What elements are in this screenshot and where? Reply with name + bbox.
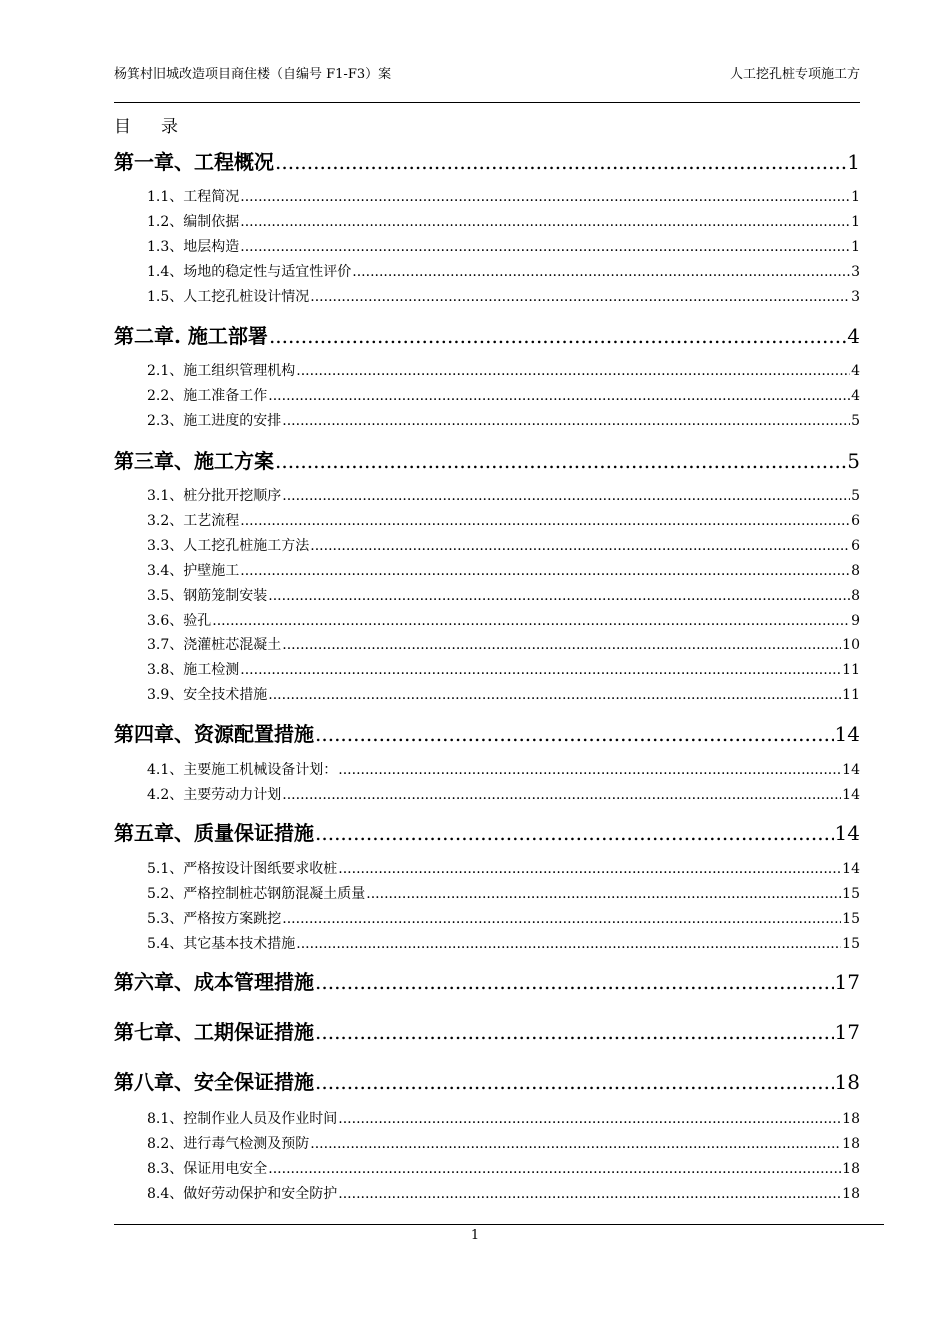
toc-section-label: 1.2、编制依据 <box>147 213 240 230</box>
toc-section-page: 1 <box>851 238 860 255</box>
toc-section-label: 8.4、做好劳动保护和安全防护 <box>147 1185 338 1202</box>
toc-chapter-page: 17 <box>834 1020 860 1044</box>
toc-leader-dots <box>352 264 850 280</box>
toc-section-label: 8.2、进行毒气检测及预防 <box>147 1135 310 1152</box>
toc-section-page: 15 <box>842 885 860 902</box>
toc-leader-dots <box>338 1186 841 1202</box>
toc-section-page: 11 <box>842 662 860 679</box>
toc-section-entry[interactable] <box>147 858 860 878</box>
toc-section-label: 5.2、严格控制桩芯钢筋混凝土质量 <box>147 885 366 902</box>
toc-leader-dots <box>315 970 834 994</box>
toc-chapter-entry[interactable] <box>114 1016 860 1044</box>
toc-leader-dots <box>310 289 850 305</box>
toc-title-char-2: 录 <box>161 117 178 137</box>
toc-section-entry[interactable] <box>147 186 860 206</box>
toc-leader-dots <box>240 513 850 529</box>
toc-section-label: 1.4、场地的稳定性与适宜性评价 <box>147 263 352 280</box>
toc-chapter-page: 4 <box>847 324 860 348</box>
toc-chapter-entry[interactable] <box>114 320 860 348</box>
toc-section-page: 4 <box>851 387 860 404</box>
toc-section-label: 3.6、验孔 <box>147 612 212 629</box>
toc-chapter-page: 18 <box>834 1070 860 1094</box>
toc-section-page: 6 <box>851 537 860 554</box>
toc-leader-dots <box>315 1020 834 1044</box>
toc-section-label: 1.3、地层构造 <box>147 238 240 255</box>
toc-section-entry[interactable] <box>147 1158 860 1178</box>
toc-leader-dots <box>282 637 841 653</box>
toc-leader-dots <box>268 1161 841 1177</box>
toc-leader-dots <box>240 662 841 678</box>
toc-section-entry[interactable] <box>147 659 860 679</box>
header-project-name: 杨箕村旧城改造项目商住楼（自编号 F1-F3）案 <box>114 67 392 82</box>
toc-section-label: 3.2、工艺流程 <box>147 512 240 529</box>
toc-section-entry[interactable] <box>147 634 860 654</box>
toc-leader-dots <box>275 150 846 174</box>
toc-section-entry[interactable] <box>147 1133 860 1153</box>
toc-leader-dots <box>282 787 841 803</box>
toc-section-page: 3 <box>851 288 860 305</box>
toc-section-page: 8 <box>851 562 860 579</box>
toc-chapter-page: 1 <box>847 150 860 174</box>
toc-section-label: 8.1、控制作业人员及作业时间 <box>147 1111 338 1127</box>
toc-section-page: 10 <box>842 637 860 654</box>
toc-leader-dots <box>315 1070 834 1094</box>
toc-section-page: 18 <box>842 1135 860 1152</box>
toc-leader-dots <box>366 886 841 902</box>
toc-chapter-label: 第六章、成本管理措施 <box>114 970 314 994</box>
toc-section-label: 2.1、施工组织管理机构 <box>147 363 296 379</box>
toc-leader-dots <box>282 911 841 927</box>
toc-section-entry[interactable] <box>147 236 860 256</box>
toc-chapter-label: 第五章、质量保证措施 <box>114 821 314 845</box>
toc-section-label: 2.3、施工进度的安排 <box>147 412 282 429</box>
header-rule <box>114 102 860 103</box>
toc-section-label: 5.1、严格按设计图纸要求收桩 <box>147 861 338 877</box>
toc-chapter-entry[interactable] <box>114 146 860 174</box>
toc-leader-dots <box>310 538 850 554</box>
toc-leader-dots <box>282 413 850 429</box>
toc-section-entry[interactable] <box>147 933 860 953</box>
toc-leader-dots <box>338 762 841 778</box>
toc-leader-dots <box>269 324 846 348</box>
toc-leader-dots <box>212 613 850 629</box>
toc-section-label: 5.4、其它基本技术措施 <box>147 935 296 952</box>
toc-section-entry[interactable] <box>147 510 860 530</box>
toc-chapter-label: 第一章、工程概况 <box>114 150 274 174</box>
toc-section-label: 8.3、保证用电安全 <box>147 1160 268 1177</box>
footer-page-number: 1 <box>470 1228 480 1243</box>
toc-section-label: 4.2、主要劳动力计划 <box>147 786 282 803</box>
toc-section-entry[interactable] <box>147 286 860 306</box>
toc-section-entry[interactable] <box>147 410 860 430</box>
toc-leader-dots <box>275 449 846 473</box>
toc-leader-dots <box>240 214 850 230</box>
toc-section-entry[interactable] <box>147 261 860 281</box>
toc-chapter-page: 14 <box>834 722 860 746</box>
toc-chapter-entry[interactable] <box>114 718 860 746</box>
toc-chapter-page: 14 <box>834 821 860 845</box>
toc-section-label: 3.4、护壁施工 <box>147 562 240 579</box>
toc-section-label: 1.1、工程简况 <box>147 189 240 205</box>
toc-chapter-label: 第七章、工期保证措施 <box>114 1020 314 1044</box>
header-document-title: 人工挖孔桩专项施工方 <box>729 67 860 82</box>
toc-chapter-label: 第三章、施工方案 <box>114 449 274 473</box>
toc-chapter-entry[interactable] <box>114 1066 860 1094</box>
footer-rule <box>114 1224 884 1225</box>
toc-chapter-label: 第四章、资源配置措施 <box>114 722 314 746</box>
toc-section-page: 15 <box>842 935 860 952</box>
toc-section-label: 3.7、浇灌桩芯混凝土 <box>147 637 282 654</box>
toc-section-page: 18 <box>842 1160 860 1177</box>
toc-chapter-label: 第八章、安全保证措施 <box>114 1070 314 1094</box>
toc-chapter-entry[interactable] <box>114 966 860 994</box>
toc-section-label: 5.3、严格按方案跳挖 <box>147 910 282 927</box>
toc-section-label: 1.5、人工挖孔桩设计情况 <box>147 288 310 305</box>
toc-chapter-label: 第二章. 施工部署 <box>114 324 268 348</box>
toc-leader-dots <box>240 563 850 579</box>
toc-leader-dots <box>338 1111 841 1127</box>
toc-section-page: 1 <box>851 189 860 205</box>
toc-section-entry[interactable] <box>147 360 860 380</box>
toc-section-entry[interactable] <box>147 1183 860 1203</box>
toc-section-label: 2.2、施工准备工作 <box>147 387 268 404</box>
toc-section-entry[interactable] <box>147 1108 860 1128</box>
toc-section-page: 5 <box>851 412 860 429</box>
toc-leader-dots <box>240 239 850 255</box>
toc-leader-dots <box>310 1136 841 1152</box>
toc-section-label: 3.3、人工挖孔桩施工方法 <box>147 537 310 554</box>
toc-section-entry[interactable] <box>147 560 860 580</box>
toc-section-label: 3.5、钢筋笼制安装 <box>147 587 268 604</box>
toc-section-page: 4 <box>851 363 860 379</box>
toc-section-page: 14 <box>842 762 860 778</box>
toc-section-entry[interactable] <box>147 610 860 630</box>
toc-section-label: 3.8、施工检测 <box>147 662 240 679</box>
toc-section-label: 3.9、安全技术措施 <box>147 687 268 704</box>
toc-chapter-entry[interactable] <box>114 445 860 473</box>
toc-section-page: 6 <box>851 512 860 529</box>
toc-chapter-page: 5 <box>847 449 860 473</box>
toc-section-page: 8 <box>851 587 860 604</box>
toc-chapter-entry[interactable] <box>114 817 860 845</box>
toc-section-page: 9 <box>851 612 860 629</box>
toc-section-label: 4.1、主要施工机械设备计划： <box>147 762 338 778</box>
toc-section-entry[interactable] <box>147 784 860 804</box>
toc-leader-dots <box>338 861 841 877</box>
toc-section-page: 18 <box>842 1185 860 1202</box>
toc-section-entry[interactable] <box>147 585 860 605</box>
toc-section-label: 3.1、桩分批开挖顺序 <box>147 488 282 504</box>
toc-leader-dots <box>296 936 841 952</box>
toc-section-entry[interactable] <box>147 485 860 505</box>
toc-leader-dots <box>240 189 850 205</box>
toc-section-entry[interactable] <box>147 883 860 903</box>
toc-section-page: 14 <box>842 861 860 877</box>
toc-section-entry[interactable] <box>147 385 860 405</box>
toc-section-entry[interactable] <box>147 759 860 779</box>
toc-section-page: 11 <box>842 687 860 704</box>
toc-chapter-page: 17 <box>834 970 860 994</box>
toc-section-page: 18 <box>842 1111 860 1127</box>
toc-section-page: 14 <box>842 786 860 803</box>
toc-section-entry[interactable] <box>147 211 860 231</box>
toc-section-page: 1 <box>851 213 860 230</box>
toc-leader-dots <box>268 687 841 703</box>
toc-leader-dots <box>268 588 850 604</box>
toc-section-entry[interactable] <box>147 535 860 555</box>
toc-section-page: 15 <box>842 910 860 927</box>
toc-section-entry[interactable] <box>147 908 860 928</box>
toc-leader-dots <box>296 363 850 379</box>
toc-title-char-1: 目 <box>114 117 131 137</box>
toc-leader-dots <box>268 388 850 404</box>
toc-title <box>114 112 178 137</box>
toc-leader-dots <box>282 488 850 504</box>
toc-leader-dots <box>315 821 834 845</box>
toc-leader-dots <box>315 722 834 746</box>
toc-section-page: 3 <box>851 263 860 280</box>
toc-section-entry[interactable] <box>147 684 860 704</box>
toc-section-page: 5 <box>851 488 860 504</box>
